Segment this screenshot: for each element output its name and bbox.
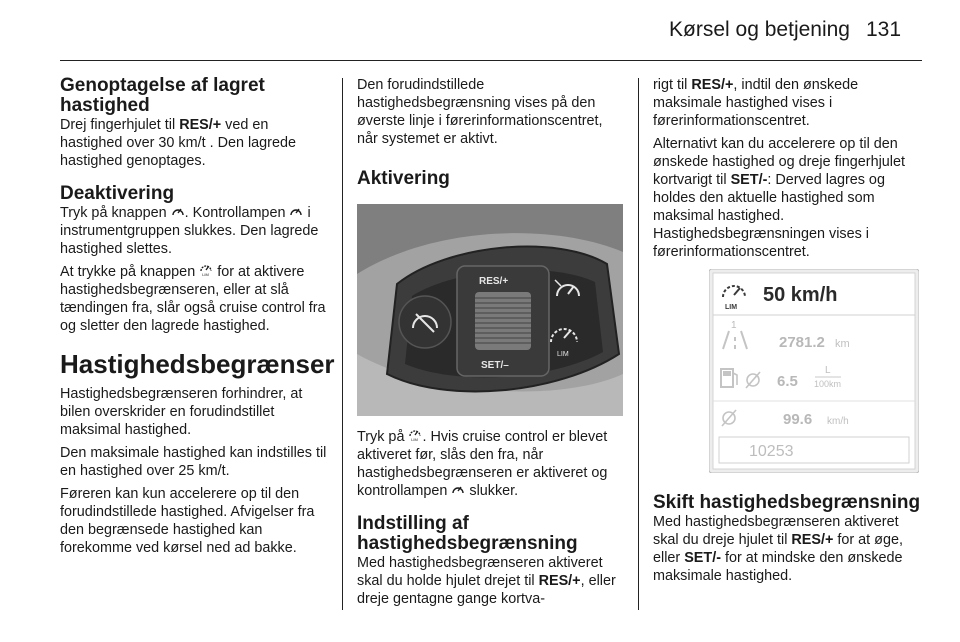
- speed-limiter-icon: [199, 263, 213, 281]
- heading-activation: Aktivering: [357, 168, 450, 189]
- cruise-control-icon: [289, 204, 303, 222]
- paragraph-limiter-2: Den maksimale hastighed kan indstilles til en hastighed over 25 km/t.: [60, 445, 327, 479]
- header-rule: [60, 60, 922, 61]
- paragraph-continue: rigt til RES/+, indtil den ønskede maksimale hastighed vises i førerinformationscentret.: [653, 77, 859, 129]
- speed-limiter-icon: [408, 428, 422, 446]
- heading-deactivation: Deaktivering: [60, 183, 175, 204]
- paragraph-change-limit: Med hastighedsbegrænseren aktiveret skal du dreje hjulet til RES/+ for at øge, eller SET/- for at mindske den ønskede maksimale hastighed.: [653, 514, 903, 584]
- column-divider-2: [638, 78, 639, 610]
- average-speed-unit: km/h: [827, 416, 849, 427]
- consumption-value: 6.5: [777, 373, 798, 390]
- paragraph-deactivation-1: Tryk på knappen . Kontrollampen i instrumentgruppen slukkes. Den lagrede hastighed slettes.: [60, 205, 319, 257]
- set-label: SET/–: [481, 360, 509, 371]
- paragraph-activation: Tryk på LIM . Hvis cruise control er blevet aktiveret før, slås den fra, når hastighedsbegrænseren er aktiveret og kontrollampen slukker.: [357, 429, 608, 499]
- cruise-control-icon: [451, 482, 465, 500]
- svg-text:LIM: LIM: [411, 436, 419, 441]
- column-2: [357, 76, 627, 613]
- odometer-value: 10253: [749, 443, 794, 460]
- paragraph-resume: Drej fingerhjulet til RES/+ ved en hastighed over 30 km/t . Den lagrede hastighed genoptages.: [60, 117, 296, 169]
- range-value: 2781.2: [779, 334, 825, 351]
- cruise-control-icon: [171, 204, 185, 222]
- consumption-unit-bottom: 100km: [814, 379, 842, 389]
- trip-gear-indicator: 1: [731, 320, 737, 331]
- limit-speed-value: 50 km/h: [763, 284, 838, 306]
- paragraph-limiter-1: Hastighedsbegrænseren forhindrer, at bilen overskrider en forudindstillet maksimal hastighed.: [60, 386, 303, 438]
- heading-resume-speed: Genoptagelse af lagret hastighed: [60, 75, 265, 116]
- average-speed-value: 99.6: [783, 411, 813, 428]
- paragraph-set-limit: Med hastighedsbegrænseren aktiveret skal du holde hjulet drejet til RES/+, eller dreje gentagne gange kortva-: [357, 555, 616, 607]
- svg-text:LIM: LIM: [725, 304, 738, 311]
- heading-speed-limiter: Hastighedsbegrænser: [60, 349, 335, 379]
- column-1: [60, 75, 335, 562]
- res-label: RES/+: [479, 276, 509, 287]
- column-divider-1: [342, 78, 343, 610]
- range-unit: km: [835, 338, 850, 350]
- paragraph-deactivation-2: At trykke på knappen LIM for at aktivere hastighedsbegrænseren, eller at slå tændingen fra, slår også cruise control fra og sletter den lagrede hastighed.: [60, 264, 326, 334]
- column-3: [653, 76, 925, 590]
- driver-info-display-figure: [709, 269, 919, 473]
- paragraph-display-info: Den forudindstillede hastighedsbegrænsning vises på den øverste linje i førerinformationscentret, når systemet er aktivt.: [357, 77, 603, 147]
- heading-change-limit: Skift hastighedsbegrænsning: [653, 492, 921, 513]
- paragraph-limiter-3: Føreren kan kun accelerere op til den forudindstillede hastighed. Afvigelser fra den begrænsede hastighed kan forekomme ved kørsel ned ad bakke.: [60, 486, 315, 556]
- running-title: Kørsel og betjening: [669, 18, 850, 41]
- steering-wheel-controls-figure: [357, 204, 623, 416]
- page-number: 131: [866, 18, 902, 41]
- heading-set-limit: Indstilling af hastighedsbegrænsning: [357, 513, 578, 554]
- svg-text:LIM: LIM: [202, 271, 210, 276]
- consumption-unit-top: L: [825, 365, 831, 376]
- paragraph-alternative: Alternativt kan du accelerere op til den ønskede hastighed og dreje fingerhjulet kortvarigt til SET/-: Derved lagres og holdes den aktuelle hastighed som maksimal hastighed. Hastighedsbegrænsningen vises i førerinformationscentret.: [653, 136, 906, 260]
- svg-text:LIM: LIM: [557, 351, 569, 358]
